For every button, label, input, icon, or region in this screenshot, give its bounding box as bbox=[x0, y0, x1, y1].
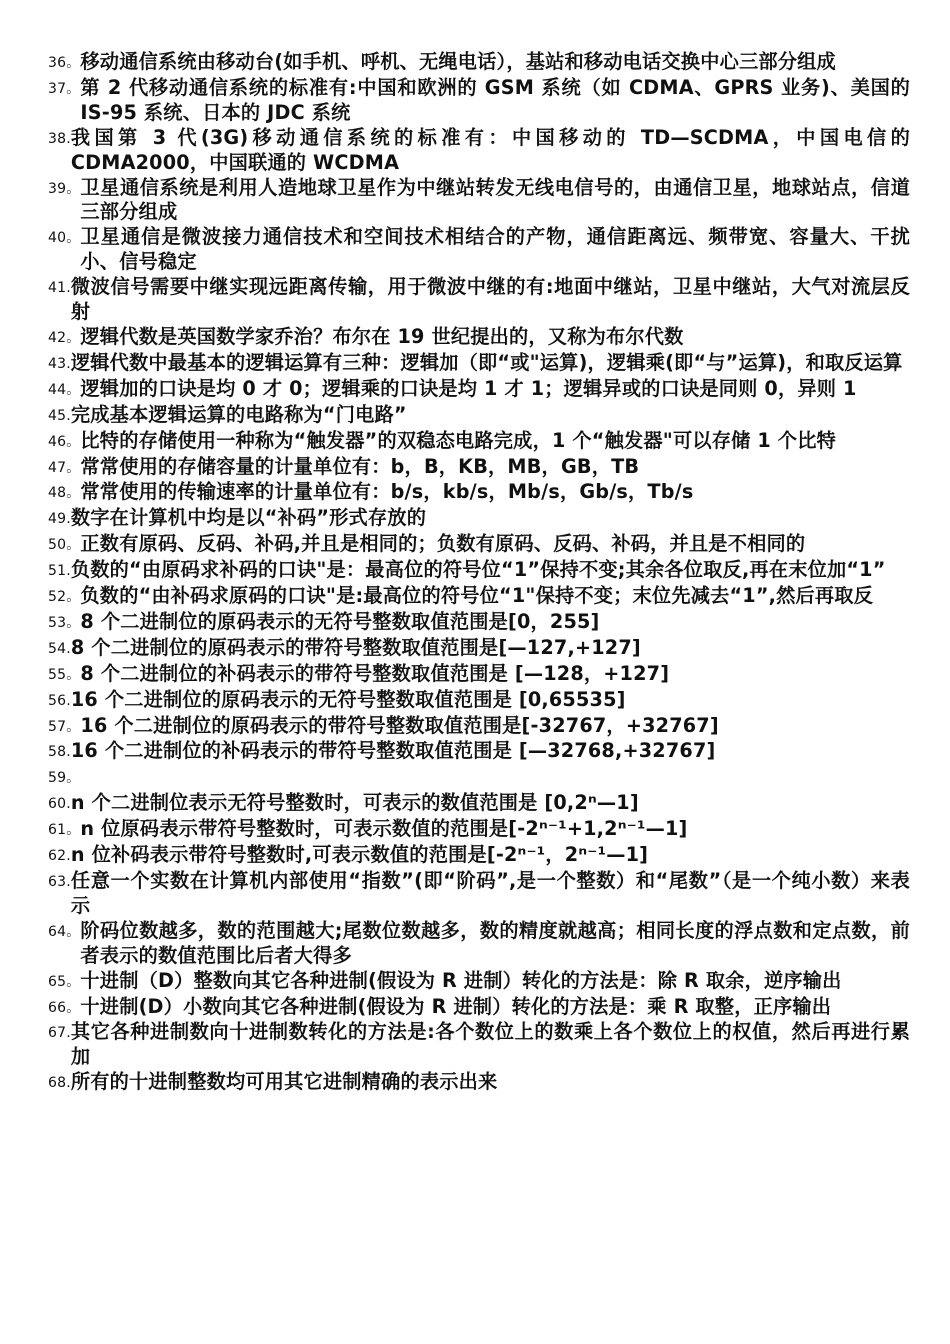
list-item bbox=[48, 995, 910, 1021]
item-text: n 个二进制位表示无符号整数时，可表示的数值范围是 [0,2ⁿ—1] bbox=[70, 791, 639, 815]
item-text: 逻辑代数中最基本的逻辑运算有三种：逻辑加（即“或"运算)，逻辑乘(即“与”运算)，和取反运算 bbox=[70, 350, 903, 374]
list-item bbox=[48, 429, 910, 455]
item-number: 64。 bbox=[48, 923, 81, 940]
item-text: 十进制（D）整数向其它各种进制(假设为 R 进制）转化的方法是：除 R 取余，逆序输出 bbox=[80, 968, 842, 992]
list-item bbox=[48, 532, 910, 558]
item-number: 37。 bbox=[48, 80, 81, 97]
item-text: 常常使用的存储容量的计量单位有：b，B，KB，MB，GB，TB bbox=[80, 454, 640, 478]
item-text: 逻辑加的口诀是均 0 才 0；逻辑乘的口诀是均 1 才 1；逻辑异或的口诀是同则 0，异则 1 bbox=[80, 376, 857, 400]
item-text: 其它各种进制数向十进制数转化的方法是:各个数位上的数乘上各个数位上的权值，然后再进行累加 bbox=[70, 1020, 910, 1069]
list-item bbox=[48, 351, 910, 377]
item-number: 60. bbox=[48, 796, 71, 813]
item-text: 8 个二进制位的原码表示的无符号整数取值范围是[0，255] bbox=[80, 609, 600, 633]
item-text: 负数的“由补码求原码的口诀"是:最高位的符号位“1"保持不变；末位先减去“1”,然后再取反 bbox=[80, 584, 874, 608]
item-text: 负数的“由原码求补码的口诀"是：最高位的符号位“1”保持不变;其余各位取反,再在末位加“1” bbox=[70, 558, 886, 582]
item-number: 62. bbox=[48, 848, 71, 865]
list-item bbox=[48, 919, 910, 969]
item-number: 43. bbox=[48, 355, 71, 372]
item-number: 42。 bbox=[48, 329, 81, 346]
list-item bbox=[48, 817, 910, 843]
list-item bbox=[48, 275, 910, 325]
item-text: 正数有原码、反码、补码,并且是相同的；负数有原码、反码、补码，并且是不相同的 bbox=[80, 532, 806, 556]
list-item bbox=[48, 558, 910, 584]
item-number: 57。 bbox=[48, 718, 81, 735]
item-number: 58. bbox=[48, 744, 71, 761]
list-item bbox=[48, 225, 910, 275]
item-number: 45. bbox=[48, 407, 71, 424]
item-number: 59。 bbox=[48, 770, 81, 787]
item-number: 56. bbox=[48, 692, 71, 709]
item-number: 65。 bbox=[48, 973, 81, 990]
list-item bbox=[48, 765, 910, 791]
item-text: 我国第 3 代(3G)移动通信系统的标准有：中国移动的 TD—SCDMA，中国电信的CDMA2000，中国联通的 WCDMA bbox=[70, 125, 910, 174]
list-item bbox=[48, 480, 910, 506]
item-number: 48。 bbox=[48, 485, 81, 502]
item-text: 十进制(D）小数向其它各种进制(假设为 R 进制）转化的方法是：乘 R 取整，正序输出 bbox=[80, 994, 832, 1018]
item-number: 68. bbox=[48, 1075, 71, 1092]
item-number: 40。 bbox=[48, 230, 81, 247]
item-text: 16 个二进制位的原码表示的无符号整数取值范围是 [0,65535] bbox=[70, 687, 626, 711]
item-number: 67. bbox=[48, 1025, 71, 1042]
item-number: 52。 bbox=[48, 589, 81, 606]
item-text: 卫星通信系统是利用人造地球卫星作为中继站转发无线电信号的，由通信卫星，地球站点，信道三部分组成 bbox=[80, 175, 910, 224]
item-text: 常常使用的传输速率的计量单位有：b/s，kb/s，Mb/s，Gb/s，Tb/s bbox=[80, 480, 694, 504]
list-item bbox=[48, 506, 910, 532]
item-number: 63. bbox=[48, 874, 71, 890]
list-item bbox=[48, 126, 910, 176]
list-item bbox=[48, 455, 910, 481]
list-item bbox=[48, 377, 910, 403]
item-number: 66。 bbox=[48, 999, 81, 1016]
item-text: n 位补码表示带符号整数时,可表示数值的范围是[-2ⁿ⁻¹，2ⁿ⁻¹—1] bbox=[70, 843, 649, 867]
item-text: 逻辑代数是英国数学家乔治？布尔在 19 世纪提出的，又称为布尔代数 bbox=[80, 324, 684, 348]
item-text: 任意一个实数在计算机内部使用“指数”(即“阶码”,是一个整数）和“尾数”（是一个纯小数）来表示 bbox=[70, 869, 910, 917]
list-item bbox=[48, 176, 910, 226]
item-number: 49. bbox=[48, 511, 71, 528]
item-text: 数字在计算机中均是以“补码”形式存放的 bbox=[70, 506, 427, 530]
item-text: 比特的存储使用一种称为“触发器”的双稳态电路完成，1 个“触发器"可以存储 1 个比特 bbox=[80, 428, 836, 452]
item-number: 36。 bbox=[48, 55, 81, 71]
item-text: 8 个二进制位的补码表示的带符号整数取值范围是 [—128，+127] bbox=[80, 661, 670, 685]
list-item bbox=[48, 76, 910, 126]
list-item bbox=[48, 403, 910, 429]
list-item bbox=[48, 1020, 910, 1070]
item-number: 55。 bbox=[48, 666, 81, 683]
list-item bbox=[48, 969, 910, 995]
item-text: 16 个二进制位的原码表示的带符号整数取值范围是[-32767，+32767] bbox=[80, 713, 719, 737]
item-text: 16 个二进制位的补码表示的带符号整数取值范围是 [—32768,+32767] bbox=[70, 739, 716, 763]
list-item bbox=[48, 869, 910, 919]
item-number: 50。 bbox=[48, 537, 81, 554]
document-page bbox=[48, 50, 910, 1096]
item-text: 完成基本逻辑运算的电路称为“门电路” bbox=[70, 402, 407, 426]
item-number: 61。 bbox=[48, 822, 81, 839]
item-number: 47。 bbox=[48, 459, 81, 476]
list-item bbox=[48, 688, 910, 714]
item-number: 41. bbox=[48, 280, 71, 297]
item-text: n 位原码表示带符号整数时，可表示数值的范围是[-2ⁿ⁻¹+1,2ⁿ⁻¹—1] bbox=[80, 817, 688, 841]
list-item bbox=[48, 584, 910, 610]
list-item bbox=[48, 610, 910, 636]
list-item bbox=[48, 714, 910, 740]
list-item bbox=[48, 662, 910, 688]
list-item bbox=[48, 791, 910, 817]
list-item bbox=[48, 636, 910, 662]
item-text: 阶码位数越多，数的范围越大;尾数位数越多，数的精度就越高；相同长度的浮点数和定点数，前者表示的数值范围比后者大得多 bbox=[80, 918, 910, 967]
item-text: 所有的十进制整数均可用其它进制精确的表示出来 bbox=[70, 1070, 498, 1094]
item-number: 54. bbox=[48, 640, 71, 657]
list-item bbox=[48, 843, 910, 869]
item-number: 46。 bbox=[48, 433, 81, 450]
item-text: 第 2 代移动通信系统的标准有:中国和欧洲的 GSM 系统（如 CDMA、GPRS 业务)、美国的 IS-95 系统、日本的 JDC 系统 bbox=[80, 75, 910, 124]
item-number: 38. bbox=[48, 130, 71, 147]
list-item bbox=[48, 50, 910, 76]
item-text: 移动通信系统由移动台(如手机、呼机、无绳电话），基站和移动电话交换中心三部分组成 bbox=[80, 50, 836, 73]
item-text: 8 个二进制位的原码表示的带符号整数取值范围是[—127,+127] bbox=[70, 635, 641, 659]
item-number: 51. bbox=[48, 563, 71, 580]
item-number: 44。 bbox=[48, 381, 81, 398]
item-number: 53。 bbox=[48, 614, 81, 631]
list-item bbox=[48, 325, 910, 351]
item-text: 微波信号需要中继实现远距离传输，用于微波中继的有:地面中继站，卫星中继站，大气对流层反射 bbox=[70, 275, 910, 324]
item-text: 卫星通信是微波接力通信技术和空间技术相结合的产物，通信距离远、频带宽、容量大、干扰小、信号稳定 bbox=[80, 225, 910, 274]
list-item bbox=[48, 1070, 910, 1096]
item-number: 39。 bbox=[48, 180, 81, 197]
list-item bbox=[48, 739, 910, 765]
